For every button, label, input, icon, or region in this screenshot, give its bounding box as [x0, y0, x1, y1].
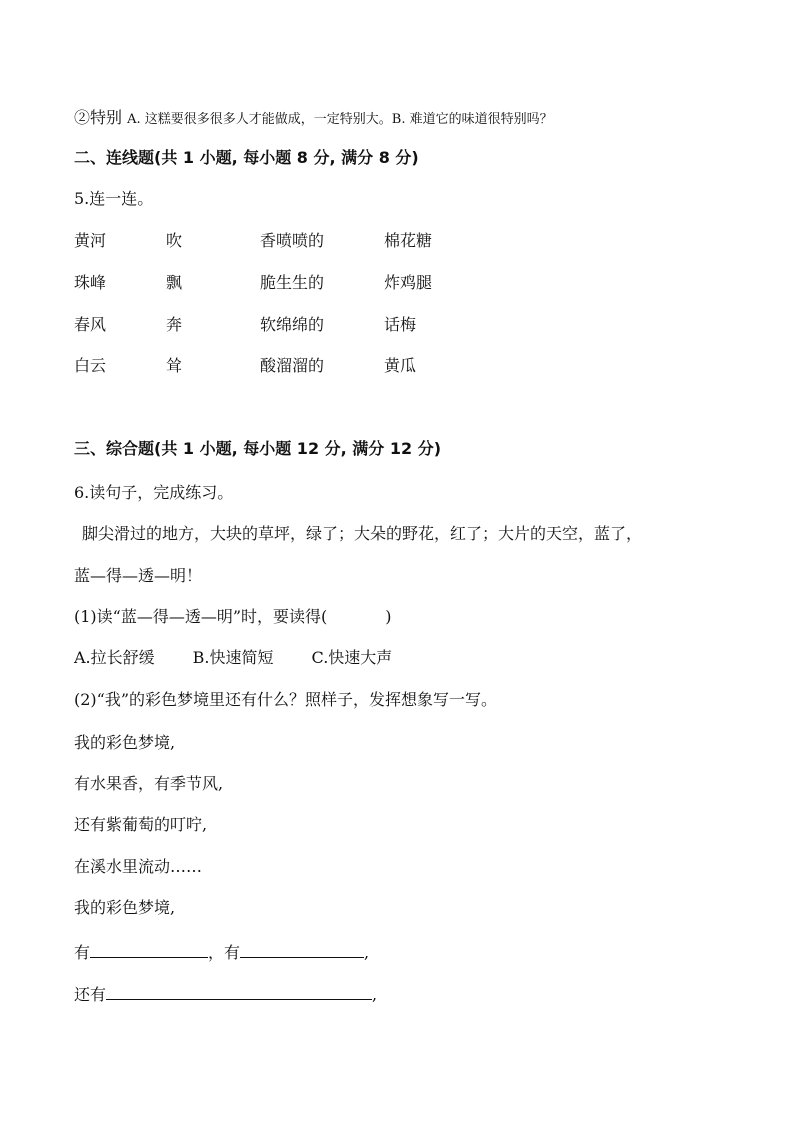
q6-sub1-suffix: ) [385, 607, 392, 626]
q4-option-line [74, 107, 553, 131]
blank-separator: ，有 [208, 943, 241, 962]
q6-poem-line: 有水果香，有季节风, [74, 774, 224, 793]
q6-sub1-prefix: (1)读“蓝—得—透—明”时，要读得( [74, 607, 328, 626]
q6-poem-line: 我的彩色梦境, [74, 898, 176, 917]
q5-cell[interactable]: 黄瓜 [384, 356, 417, 375]
q6-poem-line: 我的彩色梦境, [74, 733, 176, 752]
q6-blank-line1 [74, 941, 369, 964]
q5-cell[interactable]: 耸 [166, 356, 183, 375]
answer-blank-2[interactable] [240, 941, 364, 958]
q5-cell[interactable]: 酸溜溜的 [260, 356, 325, 375]
q6-sub1 [74, 606, 392, 628]
q5-cell[interactable]: 话梅 [384, 315, 417, 334]
q6-passage-line2: 蓝—得—透—明！ [74, 566, 203, 585]
section3-heading: 三、综合题(共 1 小题, 每小题 12 分, 满分 12 分) [74, 439, 442, 458]
q4-option-text: A. 这糕要很多很多人才能做成，一定特别大。B. 难道它的味道很特别吗？ [127, 112, 553, 127]
q6-option-b[interactable]: B.快速简短 [192, 648, 274, 667]
q4-option-label: ②特别 [74, 108, 123, 127]
q5-cell[interactable]: 飘 [166, 273, 183, 292]
blank-prefix: 有 [74, 943, 91, 962]
q5-cell[interactable]: 炸鸡腿 [384, 273, 433, 292]
q5-cell[interactable]: 棉花糖 [384, 231, 433, 250]
q5-cell[interactable]: 珠峰 [74, 273, 107, 292]
q6-option-a[interactable]: A.拉长舒缓 [74, 648, 155, 667]
q6-passage-line1: 脚尖滑过的地方，大块的草坪，绿了；大朵的野花，红了；大片的天空，蓝了， [82, 524, 643, 543]
blank-prefix: 还有 [74, 985, 107, 1004]
section2-heading: 二、连线题(共 1 小题, 每小题 8 分, 满分 8 分) [74, 148, 419, 167]
q6-option-c[interactable]: C.快速大声 [311, 648, 393, 667]
q6-poem-line: 在溪水里流动…… [74, 857, 203, 876]
q5-cell[interactable]: 吹 [166, 231, 183, 250]
q5-cell[interactable]: 香喷喷的 [260, 231, 325, 250]
q5-title: 5.连一连。 [74, 189, 154, 208]
q5-cell[interactable]: 软绵绵的 [260, 315, 325, 334]
q6-sub2: (2)“我”的彩色梦境里还有什么？照样子，发挥想象写一写。 [74, 690, 498, 709]
blank-end: , [364, 943, 370, 962]
q5-cell[interactable]: 奔 [166, 315, 183, 334]
q5-cell[interactable]: 黄河 [74, 231, 107, 250]
q6-blank-line2 [74, 983, 377, 1006]
answer-blank-3[interactable] [106, 983, 372, 1000]
q6-title: 6.读句子，完成练习。 [74, 483, 234, 502]
q6-poem-line: 还有紫葡萄的叮咛, [74, 815, 208, 834]
q6-sub1-options [74, 647, 392, 669]
q5-cell[interactable]: 春风 [74, 315, 107, 334]
blank-end: , [372, 985, 378, 1004]
answer-blank-1[interactable] [90, 941, 208, 958]
q5-cell[interactable]: 白云 [74, 356, 107, 375]
q5-cell[interactable]: 脆生生的 [260, 273, 325, 292]
